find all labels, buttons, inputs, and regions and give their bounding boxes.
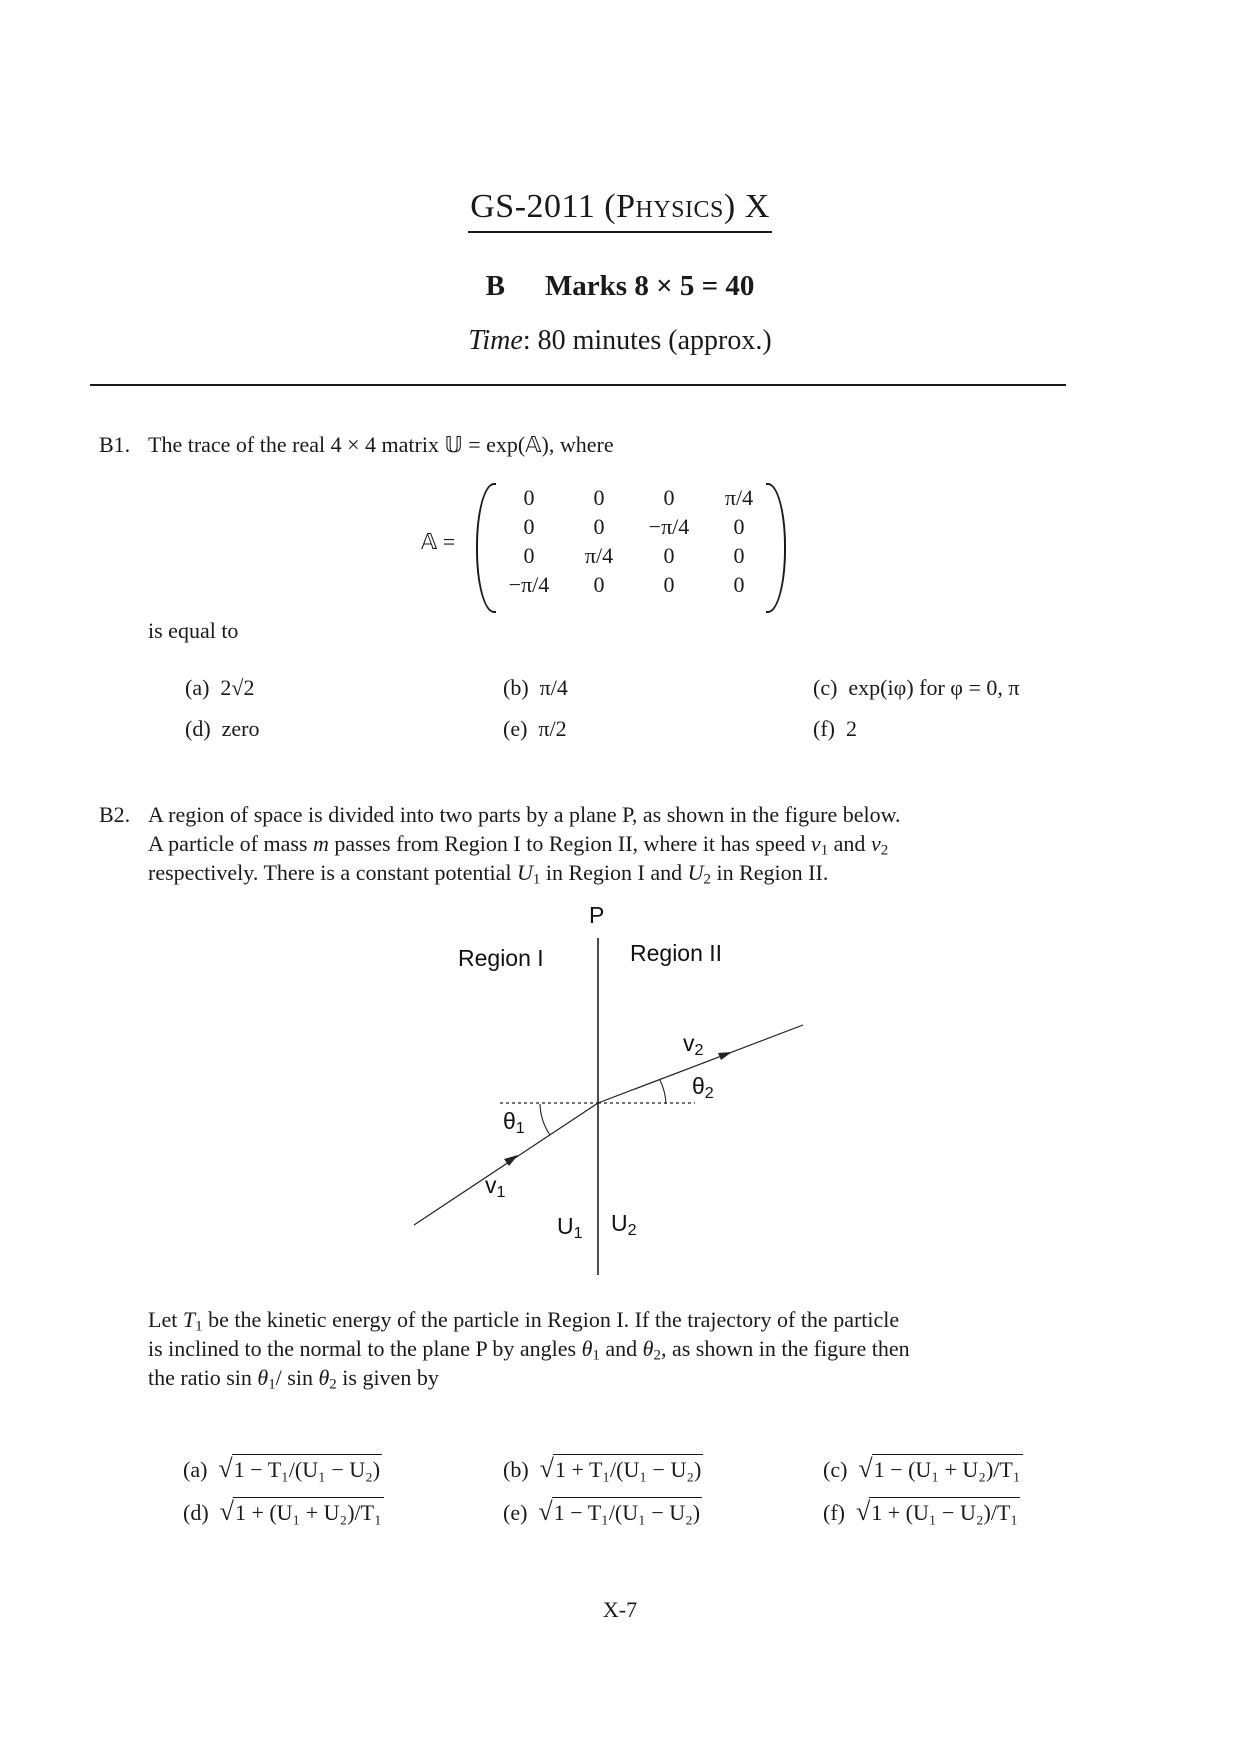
option-expr: 1 − (U₁ + U₂)/T₁ xyxy=(872,1454,1023,1483)
option-expr: 1 + (U₁ − U₂)/T₁ xyxy=(869,1497,1020,1526)
b1-option-a[interactable] xyxy=(185,675,255,701)
option-expr: 1 + T₁/(U₁ − U₂) xyxy=(553,1454,703,1483)
theta-symbol: θ xyxy=(581,1336,593,1361)
theta-symbol: θ xyxy=(503,1108,516,1134)
subscript: 1 xyxy=(195,1318,203,1335)
section-letter: B xyxy=(485,270,505,302)
page-title xyxy=(0,188,1240,226)
b1-symbol-a: 𝔸 xyxy=(525,432,542,457)
b2-text: passes from Region I to Region II, where it has speed xyxy=(328,831,811,856)
sqrt-icon: √ xyxy=(218,1454,233,1483)
b2-option-c[interactable] xyxy=(823,1454,1023,1484)
b1-option-d[interactable] xyxy=(185,716,260,742)
matrix-cell: −π/4 xyxy=(648,514,690,539)
b2-text: be the kinetic energy of the particle in Region I. If the trajectory of the particle xyxy=(202,1307,900,1332)
subscript: 1 xyxy=(532,871,541,888)
u-symbol: U xyxy=(516,860,533,885)
subscript: 2 xyxy=(694,1041,704,1060)
option-label: (d) xyxy=(183,1500,209,1525)
label-plane-p: P xyxy=(589,902,605,928)
v-symbol: v xyxy=(683,1030,695,1056)
option-label: (e) xyxy=(503,1500,528,1525)
theta-symbol: θ xyxy=(318,1365,330,1390)
matrix-cell: 0 xyxy=(593,572,605,597)
time-line xyxy=(0,325,1240,357)
v-symbol: v xyxy=(485,1172,497,1198)
matrix-cell: 0 xyxy=(663,485,675,510)
b1-text-b: = exp( xyxy=(462,432,526,457)
b1-text-c: ), where xyxy=(541,432,614,457)
option-label: (b) xyxy=(503,1457,529,1482)
matrix-cell: π/4 xyxy=(584,543,614,568)
option-expr: 1 + (U₁ + U₂)/T₁ xyxy=(233,1497,384,1526)
b2-option-b[interactable] xyxy=(503,1454,703,1484)
sqrt-icon: √ xyxy=(538,1497,553,1526)
matrix-cell: 0 xyxy=(663,572,675,597)
b2-line-2 xyxy=(148,829,1068,858)
subscript: 2 xyxy=(653,1347,661,1364)
subscript: 2 xyxy=(627,1221,637,1240)
u-symbol: U xyxy=(687,860,704,885)
theta-symbol: θ xyxy=(692,1073,705,1099)
marks-text: Marks 8 × 5 = 40 xyxy=(544,270,755,302)
time-label: Time xyxy=(468,325,523,356)
option-label: (e) xyxy=(503,716,528,741)
option-text: π/4 xyxy=(539,675,568,700)
b2-text: the ratio sin xyxy=(148,1365,258,1390)
option-label: (d) xyxy=(185,716,211,741)
b2-text: is inclined to the normal to the plane P by angles xyxy=(148,1336,582,1361)
b1-option-b[interactable] xyxy=(503,675,568,701)
b2-text: in Region I and xyxy=(540,860,688,885)
angle-arc-theta1 xyxy=(540,1104,550,1135)
subscript: 1 xyxy=(268,1376,276,1393)
sqrt-icon: √ xyxy=(858,1454,873,1483)
label-u2 xyxy=(611,1210,637,1240)
b1-option-e[interactable] xyxy=(503,716,567,742)
sqrt-icon: √ xyxy=(855,1497,871,1526)
b2-text: / sin xyxy=(275,1365,319,1390)
label-theta1 xyxy=(503,1108,525,1138)
matrix-cell: 0 xyxy=(733,543,745,568)
label-v2 xyxy=(683,1030,704,1060)
v-symbol: v xyxy=(810,831,821,856)
t-symbol: T xyxy=(182,1307,196,1332)
v-symbol: v xyxy=(870,831,881,856)
b2-line-1: A region of space is divided into two parts by a plane P, as shown in the figure below. xyxy=(148,802,901,827)
b2-text: Let xyxy=(148,1307,183,1332)
header-divider xyxy=(90,384,1066,386)
b1-option-c[interactable] xyxy=(813,675,1020,701)
option-label: (c) xyxy=(813,675,838,700)
title-subject: Physics xyxy=(616,188,724,225)
sqrt-icon: √ xyxy=(539,1454,554,1483)
option-text: exp(iφ) for φ = 0, π xyxy=(848,675,1020,700)
b2-text: in Region II. xyxy=(711,860,829,885)
option-label: (f) xyxy=(823,1500,845,1525)
label-v1 xyxy=(485,1172,506,1202)
question-b1-text xyxy=(148,430,614,459)
matrix-cell: 0 xyxy=(593,514,605,539)
title-prefix: GS-2011 ( xyxy=(470,188,617,225)
option-label: (b) xyxy=(503,675,529,700)
matrix-cell: 0 xyxy=(523,543,535,568)
theta-symbol: θ xyxy=(257,1365,269,1390)
option-text: 2 xyxy=(845,716,857,741)
b2-line-3 xyxy=(148,858,1068,887)
matrix-cell: −π/4 xyxy=(508,572,550,597)
matrix-cell: 0 xyxy=(733,514,745,539)
subscript: 1 xyxy=(820,842,829,859)
section-marks xyxy=(0,270,1240,303)
subscript: 1 xyxy=(592,1347,600,1364)
b1-is-equal-to: is equal to xyxy=(148,618,239,643)
b2-para-line-3 xyxy=(148,1363,1078,1392)
b2-text: is given by xyxy=(336,1365,439,1390)
subscript: 2 xyxy=(704,1084,714,1103)
u-symbol: U xyxy=(557,1213,574,1239)
mass-symbol: m xyxy=(312,831,329,856)
option-text: zero xyxy=(221,716,260,741)
b2-option-f[interactable] xyxy=(823,1497,1020,1527)
subscript: 2 xyxy=(703,871,711,888)
subscript: 2 xyxy=(329,1376,337,1393)
arrow-v2 xyxy=(718,1052,732,1060)
b2-paragraph xyxy=(148,1305,1078,1392)
b2-option-e[interactable] xyxy=(503,1497,702,1527)
subscript: 1 xyxy=(496,1183,506,1202)
subscript: 1 xyxy=(515,1119,525,1138)
matrix-cell: 0 xyxy=(523,485,535,510)
b2-text: , as shown in the figure then xyxy=(660,1336,910,1361)
matrix-label: 𝔸 = xyxy=(421,529,456,554)
u-symbol: U xyxy=(611,1210,628,1236)
option-label: (a) xyxy=(183,1457,208,1482)
title-suffix: ) X xyxy=(723,188,770,225)
option-expr: 1 − T₁/(U₁ − U₂) xyxy=(232,1454,382,1483)
subscript: 2 xyxy=(880,842,889,859)
angle-arc-theta2 xyxy=(660,1080,666,1104)
b2-para-line-2 xyxy=(148,1334,1078,1363)
b1-text-a: The trace of the real 4 × 4 matrix xyxy=(148,432,445,457)
option-label: (c) xyxy=(823,1457,848,1482)
b1-option-f[interactable] xyxy=(813,716,857,742)
label-u1 xyxy=(557,1213,583,1243)
matrix-cell: π/4 xyxy=(724,485,754,510)
theta-symbol: θ xyxy=(642,1336,654,1361)
option-text: π/2 xyxy=(538,716,567,741)
b2-text: A particle of mass xyxy=(148,831,313,856)
question-b2-text xyxy=(148,800,1068,887)
page-number: X-7 xyxy=(602,1597,638,1622)
label-region-2: Region II xyxy=(630,940,723,966)
question-number-b1: B1. xyxy=(99,432,131,457)
label-region-1: Region I xyxy=(458,945,544,971)
sqrt-icon: √ xyxy=(219,1497,234,1526)
b2-text: respectively. There is a constant potential xyxy=(148,860,517,885)
label-theta2 xyxy=(692,1073,714,1103)
matrix-cell: 0 xyxy=(733,572,745,597)
option-text: 2√2 xyxy=(220,675,255,700)
b2-text: and xyxy=(828,831,871,856)
option-expr: 1 − T₁/(U₁ − U₂) xyxy=(552,1497,702,1526)
matrix-cell: 0 xyxy=(593,485,605,510)
subscript: 1 xyxy=(573,1224,583,1243)
b1-symbol-u: 𝕌 xyxy=(444,432,463,457)
option-label: (f) xyxy=(813,716,835,741)
matrix-left-paren xyxy=(476,483,496,613)
time-value: : 80 minutes (approx.) xyxy=(522,325,772,356)
b2-text: and xyxy=(599,1336,643,1361)
question-number-b2: B2. xyxy=(99,802,131,827)
b2-option-a[interactable] xyxy=(183,1454,382,1484)
b2-para-line-1 xyxy=(148,1305,1078,1334)
b2-option-d[interactable] xyxy=(183,1497,384,1527)
option-label: (a) xyxy=(185,675,210,700)
matrix-cell: 0 xyxy=(663,543,675,568)
matrix-cell: 0 xyxy=(523,514,535,539)
